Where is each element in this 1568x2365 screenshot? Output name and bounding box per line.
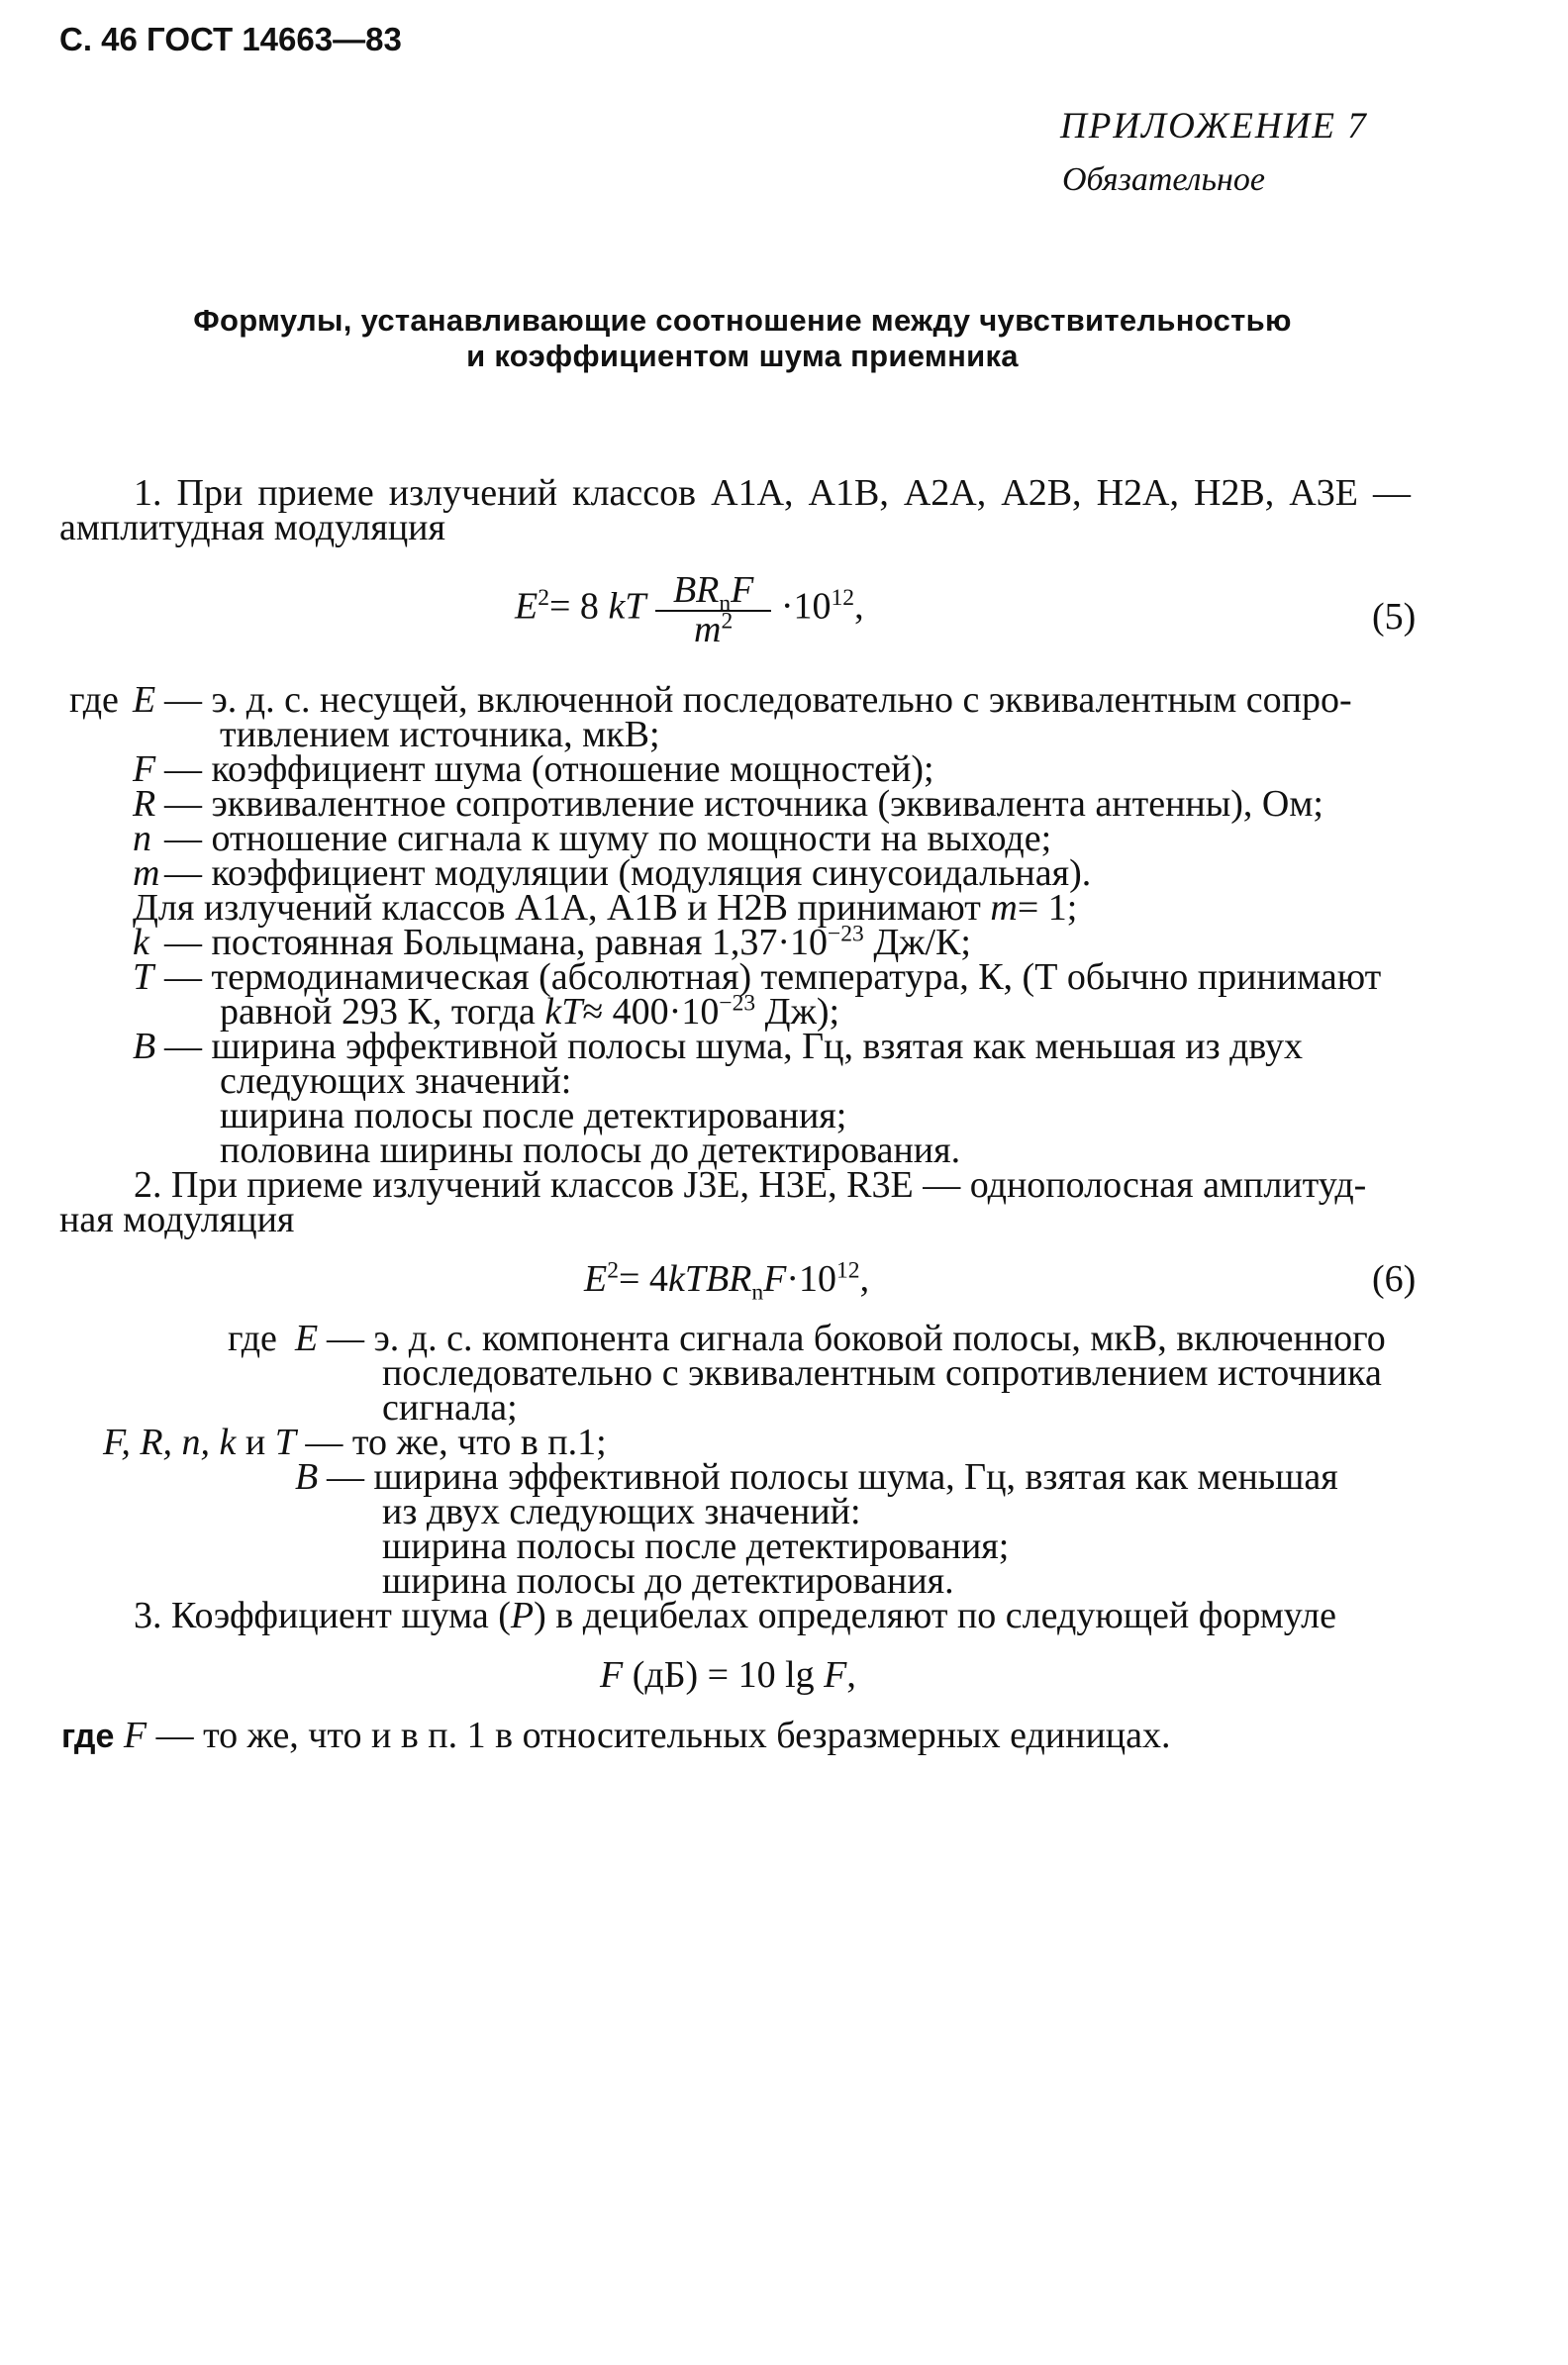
s2-text-b: — ширина эффективной полосы шума, Гц, взятая как меньшая [327,1456,1338,1498]
def-text-t-exp: −23 [719,990,756,1017]
formula-6-f: F [763,1258,787,1300]
def-text-b: — ширина эффективной полосы шума, Гц, взятая как меньшая из двух [164,1026,1304,1067]
formula-6 [584,1257,870,1306]
appendix-label: ПРИЛОЖЕНИЕ 7 [1060,106,1368,147]
formula-6-comma: , [859,1258,870,1300]
formula-5-lhs: E [515,585,539,628]
def-sym-n: n [133,818,151,859]
def-sym-k: k [133,922,149,963]
formula-5-numerator [655,569,771,617]
appendix-status: Обязательное [1062,161,1265,198]
section-3-outro-sym: F [123,1715,147,1756]
s2-text-e: — э. д. с. компонента сигнала боковой полосы, мкВ, включенного [327,1318,1386,1359]
def-text-k-main: — постоянная Больцмана, равная 1,37·10 [164,922,828,963]
section-2-intro-line-2: ная модуляция [59,1199,295,1240]
section-3-intro-sym: P [510,1595,535,1636]
formula-5-multiplier-exp: 12 [831,585,855,612]
section-3-intro [134,1595,1336,1636]
formula-5 [515,569,864,650]
where-label-2: где [228,1318,277,1359]
formula-5-comma: , [854,585,864,628]
document-title-line-1: Формулы, устанавливающие соотношение между чувствительностью [193,303,1292,338]
s2-text-b-line-3: ширина полосы после детектирования; [382,1526,1010,1567]
s2-same-and: и [245,1422,266,1463]
s2-text-b-line-4: ширина полосы до детектирования. [382,1560,954,1602]
formula-5-lhs-exp: 2 [538,585,549,612]
s2-text-e-line-2: последовательно с эквивалентным сопротивлением источника [382,1352,1382,1394]
formula-5-fraction [655,569,771,650]
def-sym-r: R [133,783,156,825]
formula-5-number: (5) [1372,596,1417,638]
formula-6-number: (6) [1372,1258,1417,1300]
def-text-t-kt: kT [544,991,583,1033]
formula-5-num-sub: n [719,590,732,617]
formula-6-lhs: E [584,1258,608,1300]
formula-5-den-m: m [694,609,722,650]
def-text-t-mid: ≈ 400·10 [582,991,720,1033]
formula-5-kt: kT [608,585,646,628]
def-sym-m: m [133,852,160,894]
def-text-t-post: Дж); [755,991,840,1033]
m-note-sym: m [990,887,1018,929]
s2-same-syms: F, R, n, k [103,1422,237,1463]
def-text-r: — эквивалентное сопротивление источника (эквивалента антенны), Ом; [164,783,1323,825]
page-reference: С. 46 ГОСТ 14663—83 [59,21,402,57]
section-3-intro-post: ) в децибелах определяют по следующей формуле [534,1595,1336,1636]
formula-6-equals: = 4 [619,1258,668,1300]
section-3-intro-pre: 3. Коэффициент шума ( [134,1595,511,1636]
def-sym-e: E [133,679,156,721]
formula-6-lhs-exp: 2 [607,1257,619,1284]
def-sym-b: B [133,1026,156,1067]
def-text-t: — термодинамическая (абсолютная) температура, К, (Т обычно принимают [164,956,1382,998]
def-text-t-cont [220,990,840,1033]
formula-6-multiplier: ·10 [786,1258,837,1300]
s2-sym-b: B [295,1456,319,1498]
m-note-text: Для излучений классов А1А, А1В и Н2В принимают [133,887,981,929]
def-text-b-line-4: половина ширины полосы до детектирования. [220,1130,961,1171]
m-note [133,887,1078,929]
formula-5-num-f: F [731,569,754,611]
s2-same-text: — то же, что в п.1; [305,1422,607,1463]
def-text-m: — коэффициент модуляции (модуляция синусоидальная). [164,852,1092,894]
def-text-n: — отношение сигнала к шуму по мощности на выходе; [164,818,1052,859]
m-note-value: = 1; [1017,887,1078,929]
section-3-outro [61,1715,1171,1756]
formula-6-multiplier-exp: 12 [836,1257,860,1284]
formula-7-f2: F [824,1654,847,1696]
def-text-k-unit: Дж/К; [863,922,971,963]
s2-text-b-line-2: из двух следующих значений: [382,1491,861,1532]
formula-5-num-br: BR [672,569,720,611]
formula-7-comma: , [846,1654,856,1696]
s2-sym-e: E [295,1318,319,1359]
def-text-e: — э. д. с. несущей, включенной последовательно с эквивалентным сопро- [164,679,1352,721]
def-text-b-line-2: следующих значений: [220,1060,572,1102]
def-text-k-exp: −23 [827,921,864,947]
formula-7-mid: (дБ) = 10 lg [632,1654,815,1696]
def-text-f: — коэффициент шума (отношение мощностей); [164,748,934,790]
s2-same-t: T [274,1422,296,1463]
section-3-outro-text: — то же, что и в п. 1 в относительных безразмерных единицах. [155,1715,1171,1756]
where-label-1: где [69,679,119,721]
def-text-e-cont: тивлением источника, мкВ; [220,714,660,755]
section-3-outro-where: где [61,1718,115,1755]
document-title-line-2: и коэффициентом шума приемника [466,339,1019,373]
formula-6-body: kTBR [667,1258,752,1300]
section-1-intro-line-1: 1. При приеме излучений классов А1А, А1В, А2А, А2В, Н2А, Н2В, А3Е — [134,472,1411,514]
section-2-intro-line-1: 2. При приеме излучений классов J3E, Н3Е, R3E — однополосная амплитуд- [134,1164,1367,1206]
s2-same-as [103,1422,607,1463]
formula-5-multiplier: ·10 [780,585,832,628]
formula-5-denominator [655,608,771,650]
formula-6-sub: n [751,1279,764,1306]
def-sym-f: F [133,748,156,790]
section-1-intro-line-2: амплитудная модуляция [59,507,445,548]
formula-5-den-exp: 2 [721,608,734,635]
def-text-b-line-3: ширина полосы после детектирования; [220,1095,847,1136]
def-text-t-pre: равной 293 К, тогда [220,991,536,1033]
formula-7-f: F [600,1654,624,1696]
def-text-k [164,921,971,963]
formula-7 [600,1654,856,1696]
formula-5-equals: = 8 [549,585,599,628]
s2-text-e-line-3: сигнала; [382,1387,518,1429]
def-sym-t: T [133,956,154,998]
